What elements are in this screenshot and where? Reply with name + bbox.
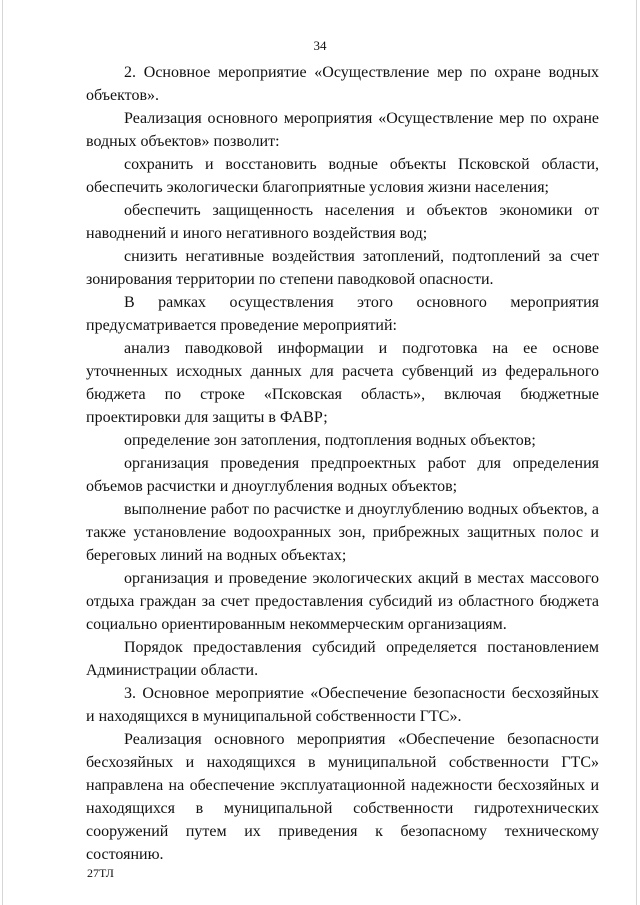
paragraph: Реализация основного мероприятия «Обеспечение безопасности бесхозяйных и находящихся в муниципальной собственности ГТС» направлена на обеспечение эксплуатационной надежности бесхозяйных и находящихся в муниципальной собственности гидротехнических сооружений путем их приведения к безопасному техническому состоянию. [86, 731, 599, 863]
scan-edge-right [636, 0, 637, 905]
list-item: обеспечить защищенность населения и объектов экономики от наводнений и иного негативного воздействия вод; [86, 202, 599, 242]
paragraph: Реализация основного мероприятия «Осуществление мер по охране водных объектов» позволит: [86, 110, 599, 150]
list-item: сохранить и восстановить водные объекты Псковской области, обеспечить экологически благоприятные условия жизни населения; [86, 156, 599, 196]
paragraph: Порядок предоставления субсидий определяется постановлением Администрации области. [86, 639, 599, 679]
page-number: 34 [313, 38, 327, 53]
paragraph-heading-2: 2. Основное мероприятие «Осуществление мер по охране водных объектов». [86, 64, 599, 104]
list-item: снизить негативные воздействия затоплений, подтоплений за счет зонирования территории по степени паводковой опасности. [86, 248, 599, 288]
paragraph: В рамках осуществления этого основного мероприятия предусматривается проведение мероприятий: [86, 294, 599, 334]
list-item: выполнение работ по расчистке и дноуглублению водных объектов, а также установление водоохранных зон, прибрежных защитных полос и береговых линий на водных объектах; [86, 501, 599, 564]
list-item: организация проведения предпроектных работ для определения объемов расчистки и дноуглубления водных объектов; [86, 455, 599, 495]
document-body [86, 61, 599, 866]
list-item: анализ паводковой информации и подготовка на ее основе уточненных исходных данных для расчета субвенций из федерального бюджета по строке «Псковская область», включая бюджетные проектировки для защиты в ФАВР; [86, 340, 599, 426]
list-item: организация и проведение экологических акций в местах массового отдыха граждан за счет предоставления субсидий из областного бюджета социально ориентированным некоммерческим организациям. [86, 570, 599, 633]
scan-edge-left [2, 0, 3, 905]
list-item: определение зон затопления, подтопления водных объектов; [124, 432, 536, 449]
paragraph-heading-3: 3. Основное мероприятие «Обеспечение безопасности бесхозяйных и находящихся в муниципальной собственности ГТС». [86, 685, 599, 725]
footer-code: 27ТЛ [87, 866, 114, 880]
